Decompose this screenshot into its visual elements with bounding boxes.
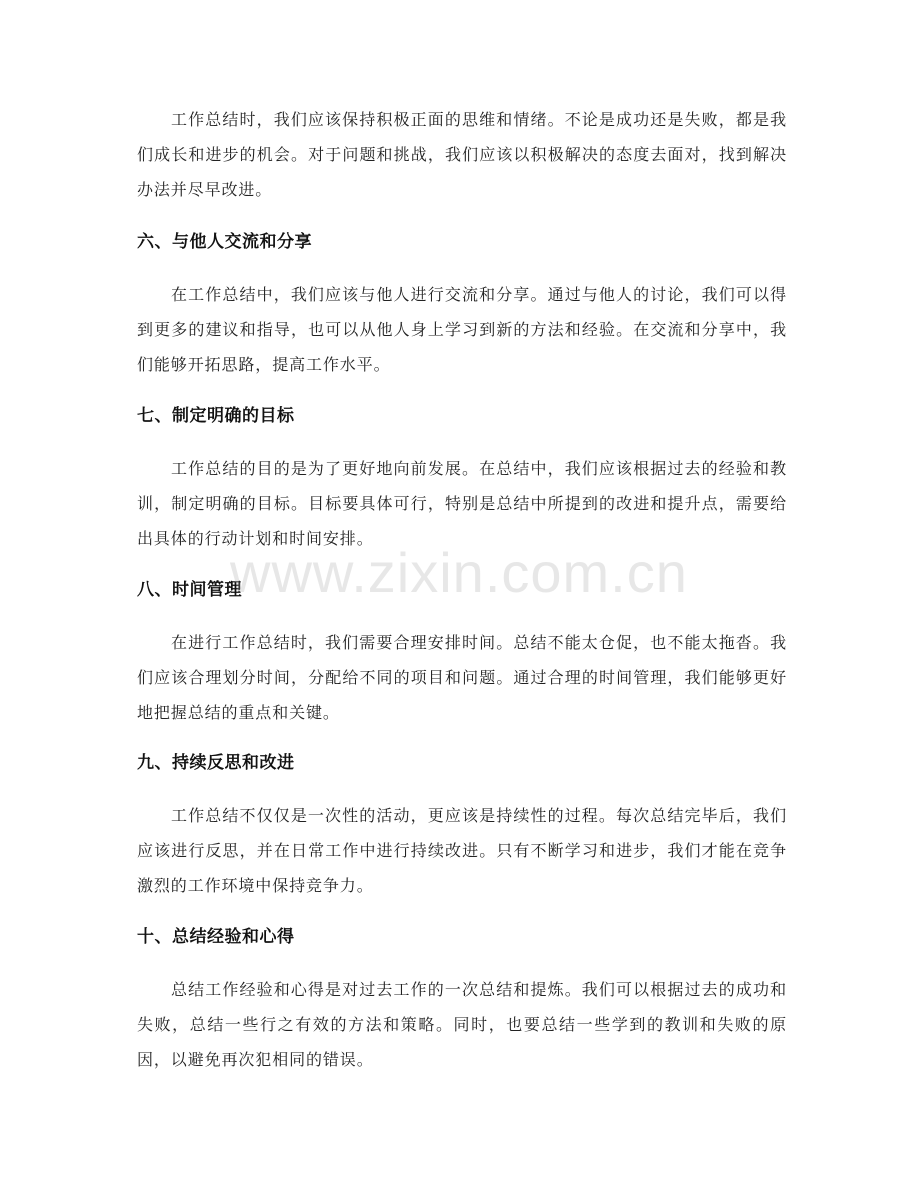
section-6-heading: 六、与他人交流和分享: [137, 232, 312, 252]
section-10-body: 总结工作经验和心得是对过去工作的一次总结和提炼。我们可以根据过去的成功和失败，总结一些行之有效的方法和策略。同时，也要总结一些学到的教训和失败的原因，以避免再次犯相同的错误。: [137, 980, 787, 1069]
intro-paragraph: 工作总结时，我们应该保持积极正面的思维和情绪。不论是成功还是失败，都是我们成长和进步的机会。对于问题和挑战，我们应该以积极解决的态度去面对，找到解决办法并尽早改进。: [137, 110, 787, 199]
section-7-body: 工作总结的目的是为了更好地向前发展。在总结中，我们应该根据过去的经验和教训，制定明确的目标。目标要具体可行，特别是总结中所提到的改进和提升点，需要给出具体的行动计划和时间安排。: [137, 459, 787, 548]
section-9-body: 工作总结不仅仅是一次性的活动，更应该是持续性的过程。每次总结完毕后，我们应该进行反思，并在日常工作中进行持续改进。只有不断学习和进步，我们才能在竞争激烈的工作环境中保持竞争力。: [137, 806, 787, 895]
section-6-body: 在工作总结中，我们应该与他人进行交流和分享。通过与他人的讨论，我们可以得到更多的建议和指导，也可以从他人身上学习到新的方法和经验。在交流和分享中，我们能够开拓思路，提高工作水平。: [137, 285, 787, 374]
section-7-heading: 七、制定明确的目标: [137, 406, 295, 426]
section-10-heading: 十、总结经验和心得: [137, 927, 295, 947]
section-8-body: 在进行工作总结时，我们需要合理安排时间。总结不能太仓促，也不能太拖沓。我们应该合理划分时间，分配给不同的项目和问题。通过合理的时间管理，我们能够更好地把握总结的重点和关键。: [137, 633, 787, 722]
watermark: www.zixin.com.cn: [230, 541, 688, 604]
section-9-heading: 九、持续反思和改进: [137, 753, 295, 773]
section-8-heading: 八、时间管理: [137, 580, 242, 600]
